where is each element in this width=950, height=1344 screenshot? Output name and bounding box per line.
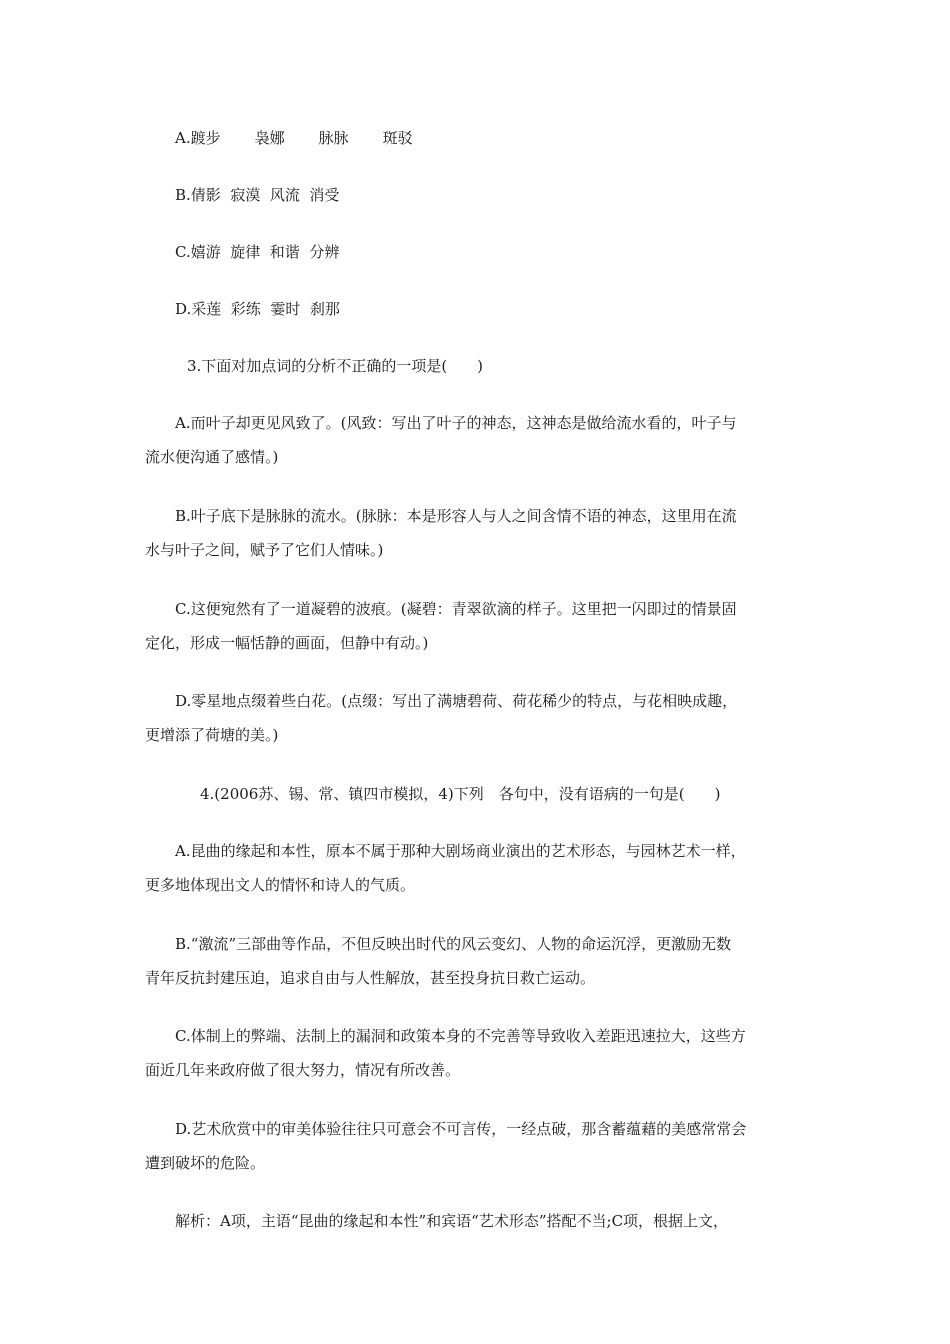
analysis-text: 解析：A项，主语“昆曲的缘起和本性”和宾语“艺术形态”搭配不当;C项，根据上文， — [175, 1212, 729, 1230]
q4-stem: 4.(2006苏、锡、常、镇四市模拟，4)下列 各句中，没有语病的一句是( ) — [200, 785, 721, 803]
q3-option-d-line-1: D.零星地点缀着些白花。(点缀：写出了满塘碧荷、荷花稀少的特点，与花相映成趣， — [175, 692, 738, 710]
q2-option-a-word-2: 袅娜 — [254, 129, 285, 147]
q3-option-b-line-2: 水与叶子之间，赋予了它们人情味。) — [145, 541, 384, 559]
q2-option-a — [175, 127, 413, 149]
q2-option-a-word-3: 脉脉 — [318, 129, 349, 147]
q4-option-b-line-2: 青年反抗封建压迫，追求自由与人性解放，甚至投身抗日救亡运动。 — [145, 969, 596, 987]
q4-option-d-line-2: 遭到破坏的危险。 — [145, 1154, 266, 1172]
q3-option-d-line-2: 更增添了荷塘的美。) — [145, 726, 279, 744]
q3-option-a-line-2: 流水便沟通了感情。) — [145, 448, 279, 466]
q4-option-b-line-1: B.“激流”三部曲等作品，不但反映出时代的风云变幻、人物的命运沉浮，更激励无数 — [175, 935, 732, 953]
q4-option-a-line-1: A.昆曲的缘起和本性，原本不属于那种大剧场商业演出的艺术形态，与园林艺术一样， — [175, 842, 746, 860]
q2-option-a-word-4: 斑驳 — [382, 129, 413, 147]
q3-stem: 3.下面对加点词的分析不正确的一项是( ) — [187, 357, 484, 375]
q2-option-b: B.倩影 寂漠 风流 消受 — [175, 186, 340, 204]
q2-option-d: D.采莲 彩练 霎时 刹那 — [175, 300, 340, 318]
q4-option-c-line-1: C.体制上的弊端、法制上的漏洞和政策本身的不完善等导致收入差距迅速拉大，这些方 — [175, 1027, 746, 1045]
q3-option-a-line-1: A.而叶子却更见风致了。(风致：写出了叶子的神态，这神态是做给流水看的，叶子与 — [175, 414, 737, 432]
q4-option-c-line-2: 面近几年来政府做了很大努力，情况有所改善。 — [145, 1061, 461, 1079]
q3-option-c-line-2: 定化，形成一幅恬静的画面，但静中有动。) — [145, 634, 429, 652]
q3-option-c-line-1: C.这便宛然有了一道凝碧的波痕。(凝碧：青翠欲滴的样子。这里把一闪即过的情景固 — [175, 600, 737, 618]
q3-option-b-line-1: B.叶子底下是脉脉的流水。(脉脉：本是形容人与人之间含情不语的神态，这里用在流 — [175, 507, 737, 525]
q4-option-d-line-1: D.艺术欣赏中的审美体验往往只可意会不可言传，一经点破，那含蓄蕴藉的美感常常会 — [175, 1120, 747, 1138]
q2-option-a-word-1: A.踱步 — [175, 129, 221, 147]
q4-option-a-line-2: 更多地体现出文人的情怀和诗人的气质。 — [145, 876, 416, 894]
q2-option-c: C.嬉游 旋律 和谐 分辨 — [175, 243, 340, 261]
